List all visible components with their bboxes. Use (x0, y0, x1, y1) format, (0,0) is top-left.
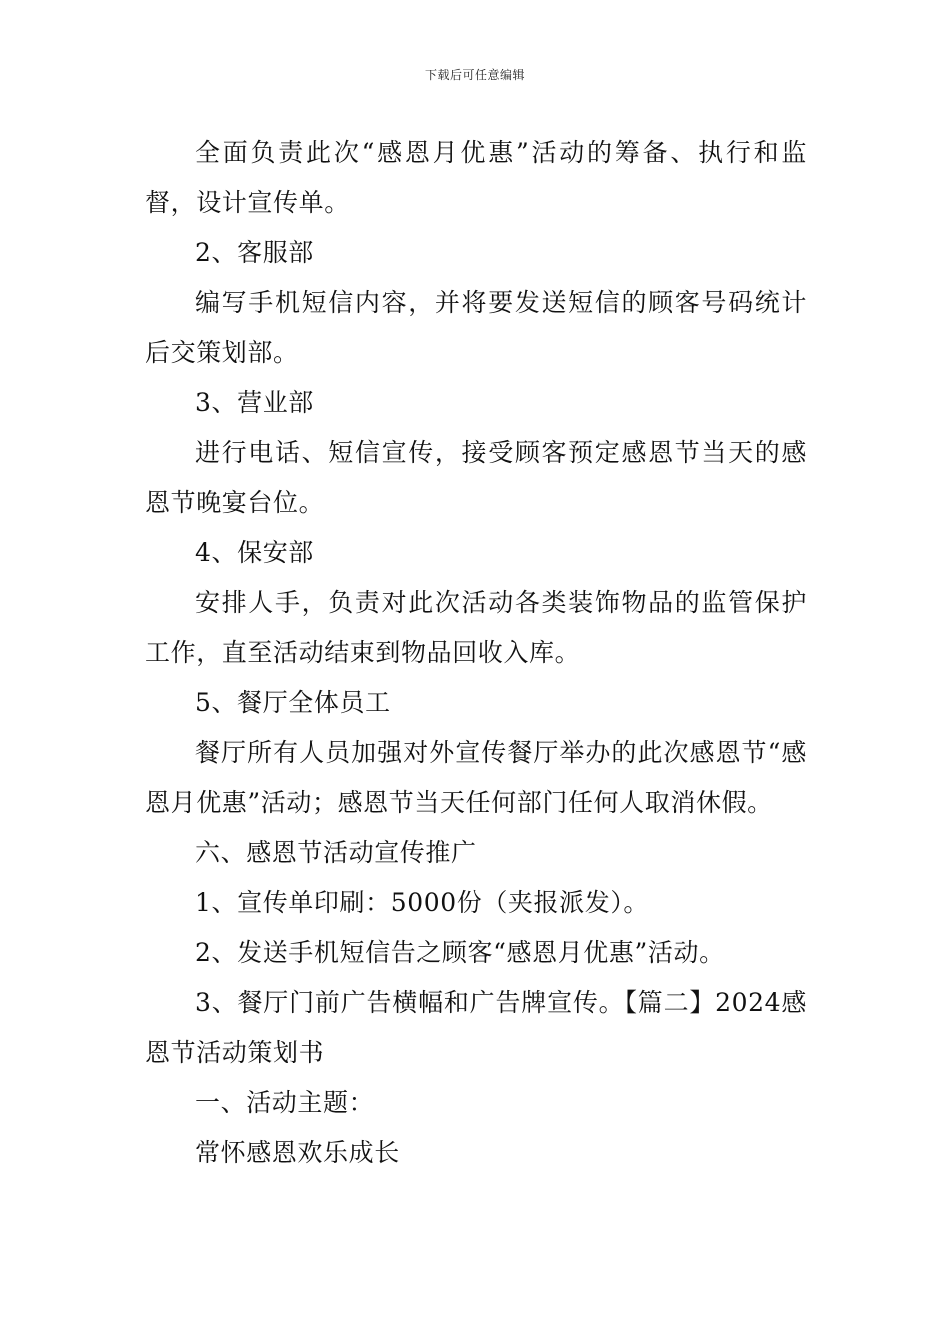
paragraph-security: 安排人手，负责对此次活动各类装饰物品的监管保护工作，直至活动结束到物品回收入库。 (145, 588, 807, 667)
list-item-banner: 3、餐厅门前广告横幅和广告牌宣传。【篇二】2024感恩节活动策划书 (145, 988, 807, 1067)
document-body (145, 128, 807, 1178)
paragraph-theme: 常怀感恩欢乐成长 (195, 1138, 400, 1167)
paragraph-all-staff: 餐厅所有人员加强对外宣传餐厅举办的此次感恩节“感恩月优惠”活动；感恩节当天任何部门任何人取消休假。 (145, 738, 807, 817)
paragraph-customer-service: 编写手机短信内容，并将要发送短信的顾客号码统计后交策划部。 (145, 288, 807, 367)
heading-customer-service: 2、客服部 (195, 238, 314, 267)
heading-sales: 3、营业部 (195, 388, 314, 417)
list-item-flyer: 1、宣传单印刷：5000份（夹报派发）。 (195, 888, 650, 917)
heading-theme: 一、活动主题： (195, 1088, 375, 1117)
paragraph-sales: 进行电话、短信宣传，接受顾客预定感恩节当天的感恩节晚宴台位。 (145, 438, 807, 517)
heading-security: 4、保安部 (195, 538, 314, 567)
paragraph-responsibility-planning: 全面负责此次“感恩月优惠”活动的筹备、执行和监督，设计宣传单。 (145, 138, 807, 217)
list-item-sms: 2、发送手机短信告之顾客“感恩月优惠”活动。 (195, 938, 725, 967)
heading-all-staff: 5、餐厅全体员工 (195, 688, 391, 717)
header-note: 下载后可任意编辑 (424, 68, 525, 82)
heading-promotion: 六、感恩节活动宣传推广 (195, 838, 477, 867)
